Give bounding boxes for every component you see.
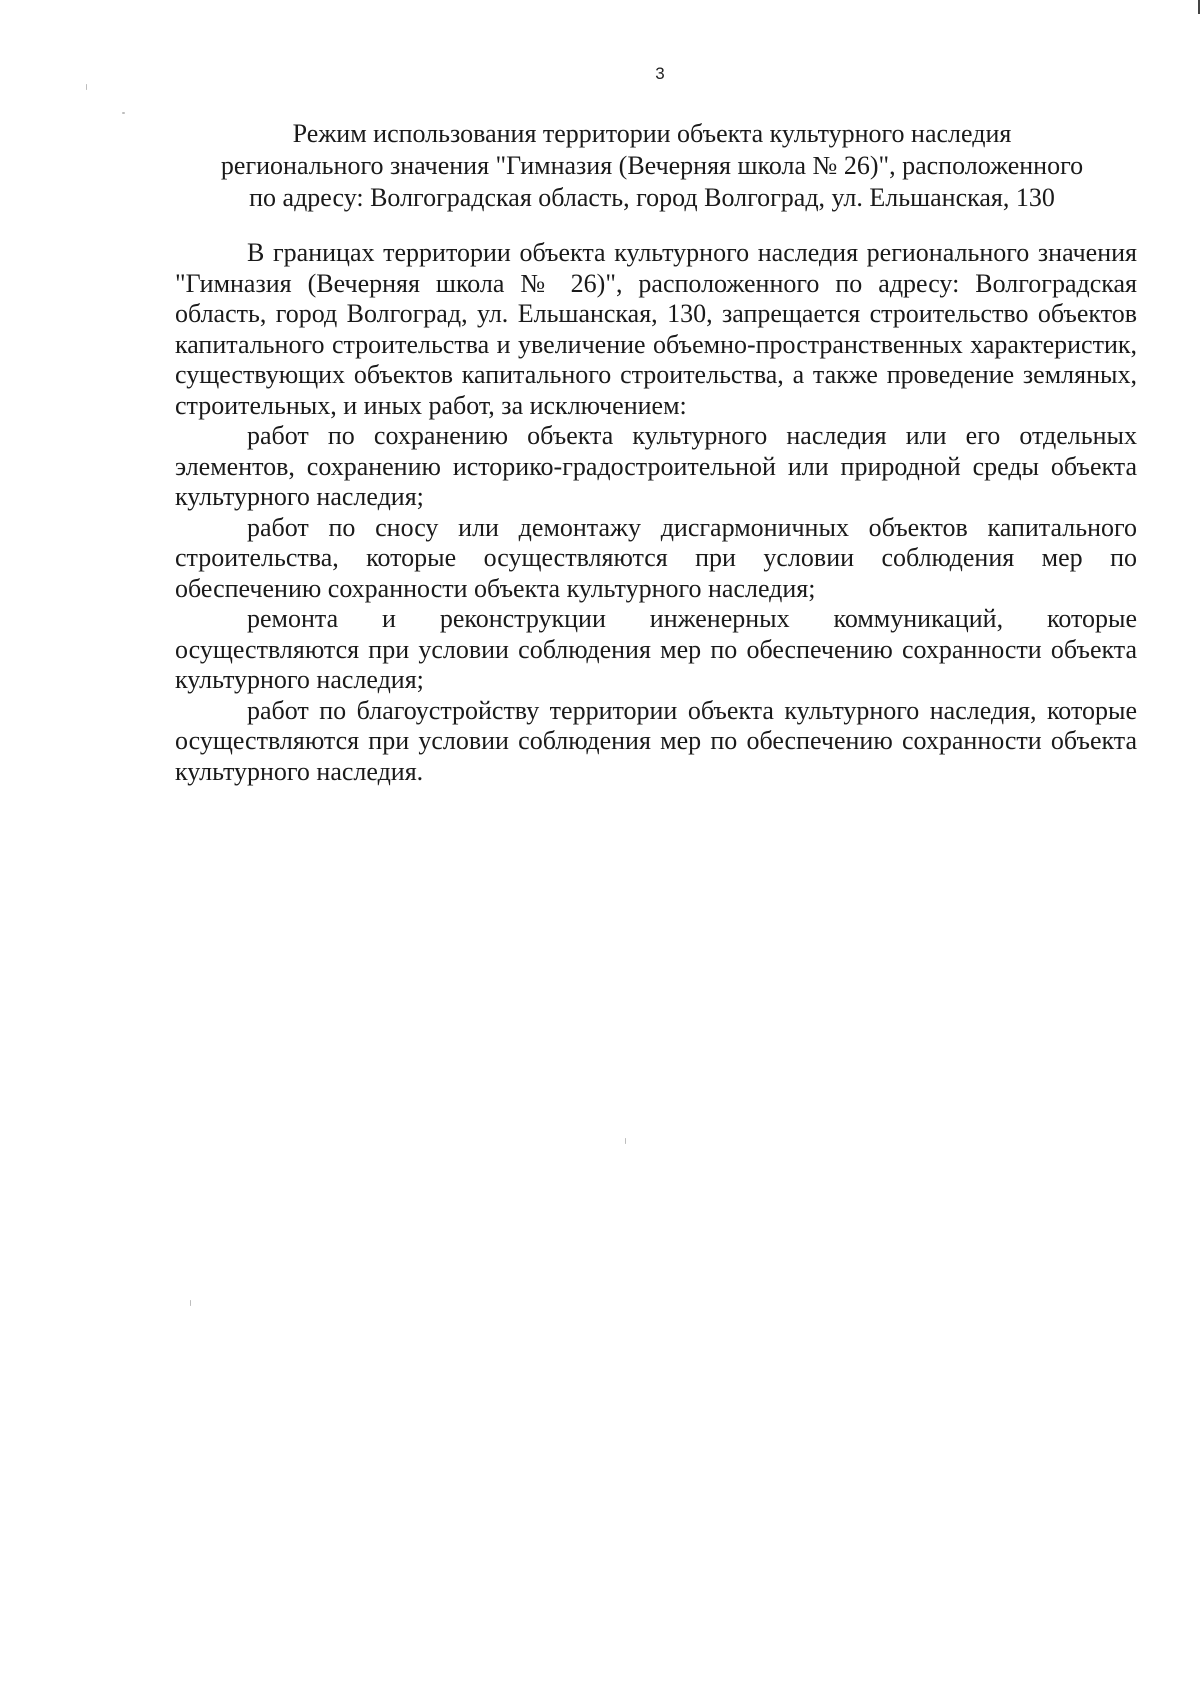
scan-speck [86, 84, 87, 90]
title-line: по адресу: Волгоградская область, город Волгоград, ул. Ельшанская, 130 [249, 183, 1055, 212]
paragraph-exception-preservation: работ по сохранению объекта культурного наследия или его отдельных элементов, сохранению историко-градостроительной или природной среды объекта культурного наследия; [175, 421, 1137, 511]
document-body [175, 238, 1137, 787]
scan-speck [625, 1138, 626, 1144]
paragraph-exception-utilities: ремонта и реконструкции инженерных коммуникаций, которые осуществляются при условии соблюдения мер по обеспечению сохранности объекта культурного наследия; [175, 604, 1137, 694]
paragraph-exception-landscaping: работ по благоустройству территории объекта культурного наследия, которые осуществляются при условии соблюдения мер по обеспечению сохранности объекта культурного наследия. [175, 695, 1137, 786]
document-title [172, 118, 1132, 214]
title-line: регионального значения "Гимназия (Вечерняя школа № 26)", расположенного [220, 151, 1084, 180]
page-number: 3 [655, 64, 665, 83]
scan-speck [190, 1300, 191, 1306]
scan-speck [122, 112, 125, 114]
title-line: Режим использования территории объекта культурного наследия [292, 119, 1012, 148]
paragraph-exception-demolition: работ по сносу или демонтажу дисгармоничных объектов капитального строительства, которые осуществляются при условии соблюдения мер по обеспечению сохранности объекта культурного наследия; [175, 512, 1137, 603]
paragraph-prohibition: В границах территории объекта культурного наследия регионального значения "Гимназия (Вечерняя школа № 26)", расположенного по адресу: Волгоградская область, город Волгоград, ул. Ельшанская, 130, запрещается строительство объектов капитального строительства и увеличение объемно-пространственных характеристик, существующих объектов капитального строительства, а также проведение земляных, строительных, и иных работ, за исключением: [175, 238, 1137, 420]
